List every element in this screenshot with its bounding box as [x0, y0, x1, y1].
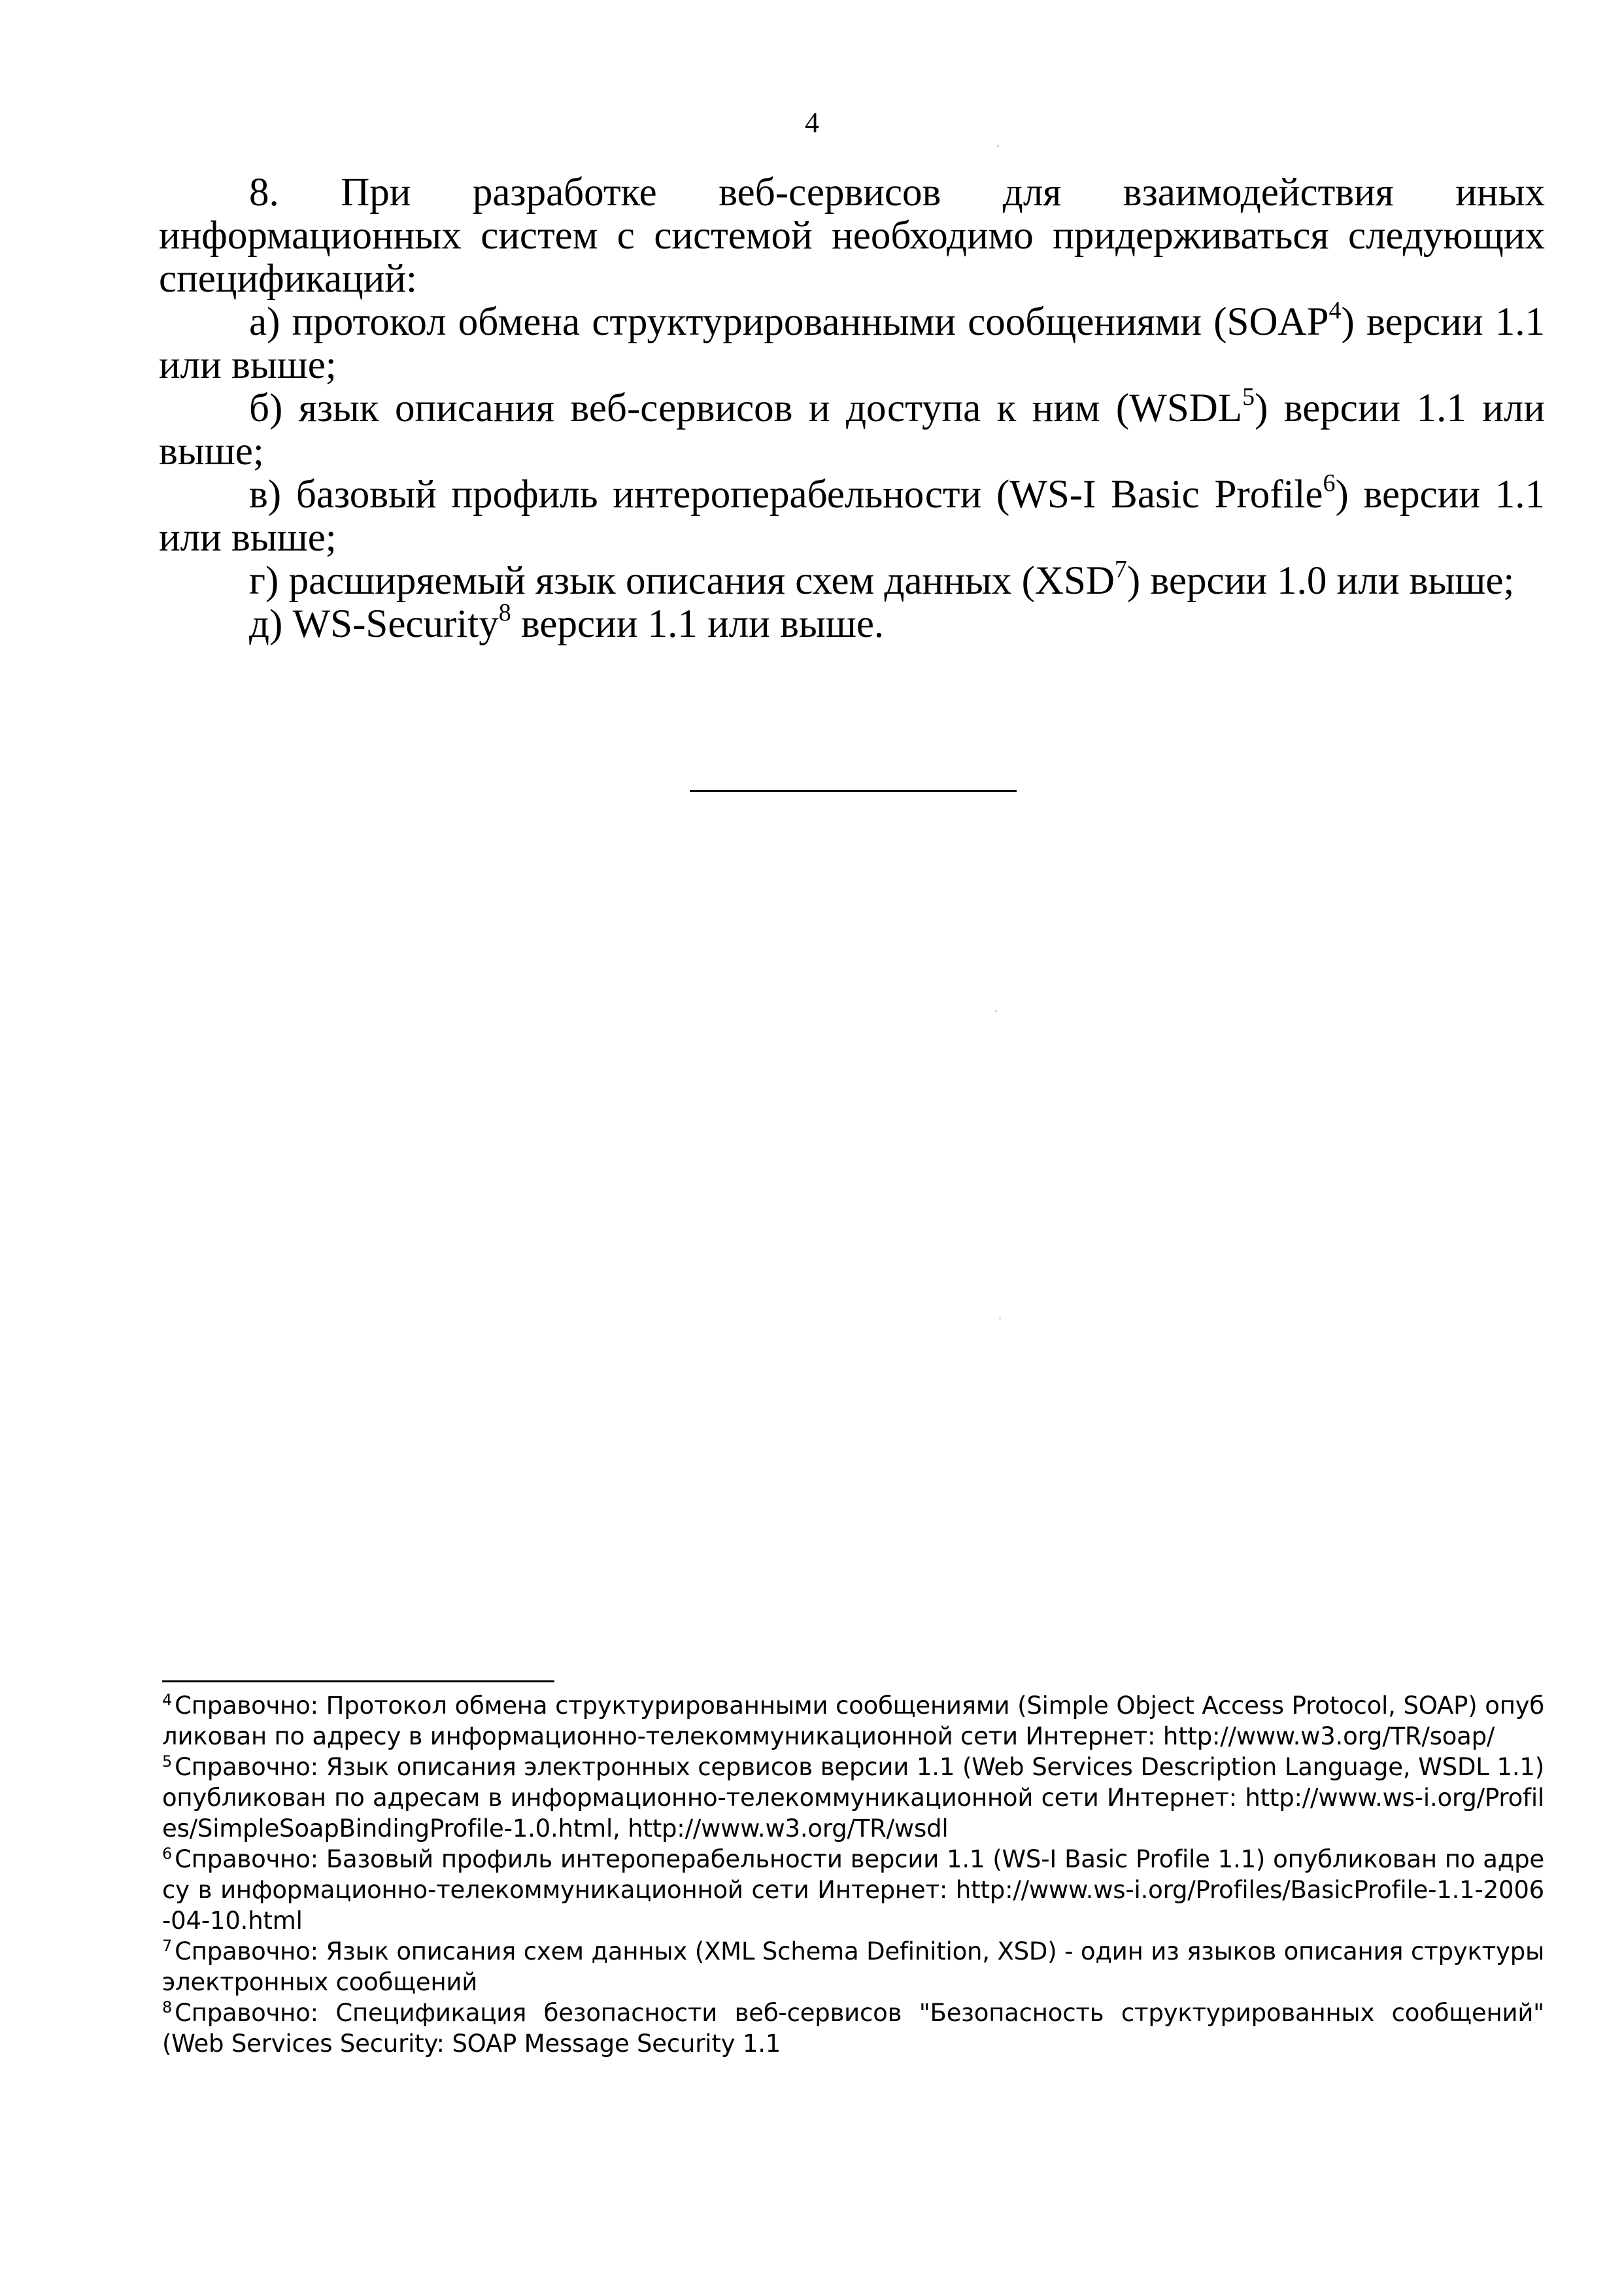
- footnote-4: [162, 1690, 1544, 1752]
- footnote-text: Справочно: Базовый профиль интероперабельности версии 1.1 (WS-I Basic Profile 1.1) опубликован по адресу в информационно-телекоммуникационной сети Интернет: http://www.ws-i.org/Profiles/BasicProfile-1.1-2006-04-10.html: [162, 1845, 1544, 1935]
- item-a-text-end: ) версии 1.1 или выше;: [159, 300, 1545, 387]
- footnote-text: Справочно: Спецификация безопасности веб-сервисов "Безопасность структурированных сообщений" (Web Services Security: SOAP Message Security 1.1: [162, 1999, 1544, 2058]
- item-b-text: б) язык описания веб-сервисов и доступа к ним (WSDL: [249, 386, 1243, 430]
- scan-speck: [995, 1010, 997, 1012]
- footnote-text: Справочно: Язык описания электронных сервисов версии 1.1 (Web Services Description Language, WSDL 1.1) опубликован по адресам в информационно-телекоммуникационной сети Интернет: http://www.ws-i.org/Profiles/SimpleSoapBindingProfile-1.0.html, http://www.w3.org/TR/wsdl: [162, 1753, 1544, 1843]
- footnote-ref-7[interactable]: 7: [1114, 555, 1127, 583]
- footnote-ref-6[interactable]: 6: [1323, 469, 1336, 497]
- footnote-mark: 7: [162, 1936, 173, 1955]
- footnote-ref-4[interactable]: 4: [1328, 296, 1342, 324]
- list-item-c: [159, 469, 1545, 560]
- list-item-b: [159, 382, 1545, 473]
- paragraph-intro: 8. При разработке веб-сервисов для взаимодействия иных информационных систем с системой необходимо придерживаться следующих спецификаций:: [159, 171, 1545, 301]
- item-e-text: д) WS-Security: [249, 602, 499, 646]
- footnote-7: [162, 1936, 1544, 1998]
- footnotes: [162, 1690, 1544, 2059]
- item-e-text-end: версии 1.1 или выше.: [511, 602, 885, 646]
- list-item-e: [159, 598, 1545, 646]
- page-number: 4: [805, 107, 819, 139]
- footnote-mark: 5: [162, 1752, 173, 1771]
- list-item-a: [159, 296, 1545, 387]
- footnote-mark: 8: [162, 1998, 173, 2016]
- item-c-text-end: ) версии 1.1 или выше;: [159, 473, 1545, 560]
- scan-speck: [999, 1318, 1001, 1319]
- list-item-d: [159, 555, 1545, 603]
- end-of-text-divider: [690, 790, 1017, 792]
- footnote-ref-5[interactable]: 5: [1242, 382, 1255, 411]
- item-b-text-end: ) версии 1.1 или выше;: [159, 386, 1545, 473]
- footnote-mark: 6: [162, 1844, 173, 1863]
- footnote-separator: [162, 1680, 554, 1682]
- footnote-text: Справочно: Протокол обмена структурированными сообщениями (Simple Object Access Protocol, SOAP) опубликован по адресу в информационно-телекоммуникационной сети Интернет: http://www.w3.org/TR/soap/: [162, 1692, 1544, 1750]
- main-text: [159, 171, 1545, 646]
- item-c-text: в) базовый профиль интероперабельности (WS-I Basic Profile: [249, 473, 1323, 517]
- item-a-text: а) протокол обмена структурированными сообщениями (SOAP: [249, 300, 1329, 344]
- footnote-5: [162, 1752, 1544, 1844]
- footnote-6: [162, 1844, 1544, 1936]
- footnote-text: Справочно: Язык описания схем данных (XML Schema Definition, XSD) - один из языков описания структуры электронных сообщений: [162, 1937, 1544, 1996]
- scan-speck: [997, 145, 999, 147]
- footnote-ref-8[interactable]: 8: [498, 598, 511, 626]
- item-d-text: г) расширяемый язык описания схем данных (XSD: [249, 559, 1115, 603]
- footnote-mark: 4: [162, 1690, 173, 1709]
- item-d-text-end: ) версии 1.0 или выше;: [1126, 559, 1515, 603]
- footnote-8: [162, 1998, 1544, 2059]
